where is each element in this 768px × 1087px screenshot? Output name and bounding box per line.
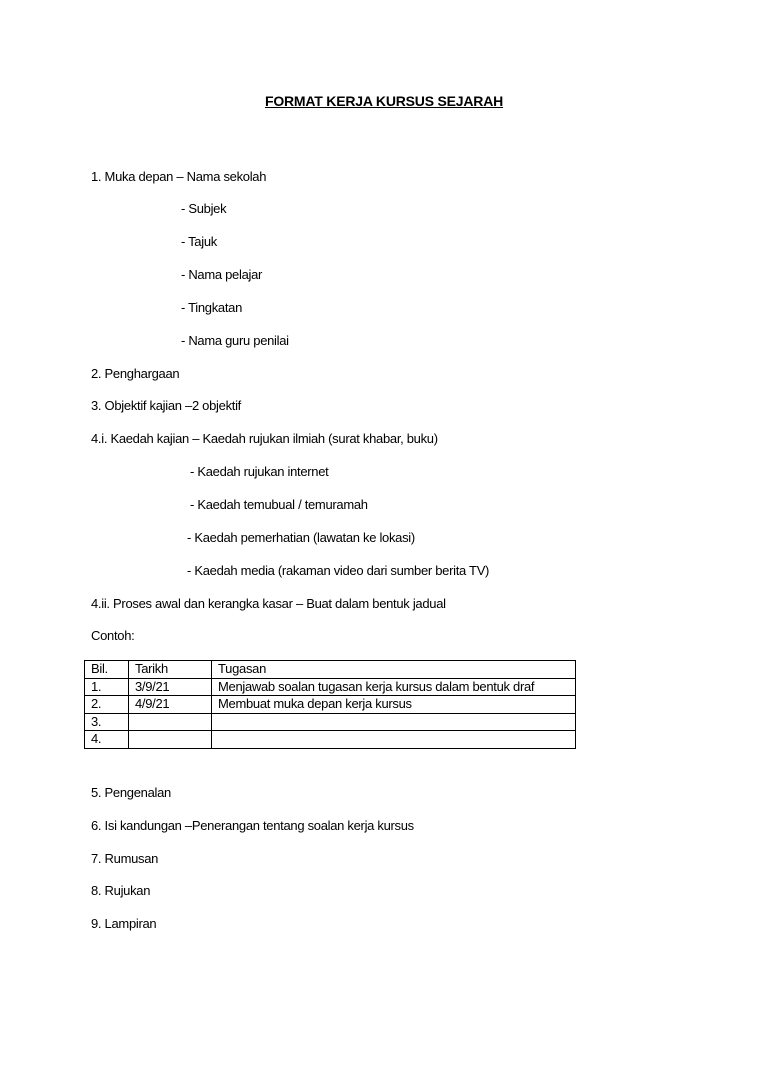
- cell-bil: 2.: [85, 696, 129, 714]
- header-tugasan: Tugasan: [212, 661, 576, 679]
- item-kaedah-pemerhatian: - Kaedah pemerhatian (lawatan ke lokasi): [187, 530, 415, 545]
- item-kaedah-kajian: 4.i. Kaedah kajian – Kaedah rujukan ilmiah (surat khabar, buku): [91, 431, 438, 446]
- cell-bil: 1.: [85, 678, 129, 696]
- cell-tugasan: [212, 731, 576, 749]
- item-rumusan: 7. Rumusan: [91, 851, 159, 866]
- item-isi-kandungan: 6. Isi kandungan –Penerangan tentang soalan kerja kursus: [91, 818, 414, 833]
- cell-bil: 4.: [85, 731, 129, 749]
- item-kaedah-temubual: - Kaedah temubual / temuramah: [190, 497, 368, 512]
- item-tajuk: - Tajuk: [181, 234, 217, 249]
- item-nama-pelajar: - Nama pelajar: [181, 267, 263, 282]
- cell-tarikh: [129, 731, 212, 749]
- table-row: [85, 678, 576, 696]
- table-header-row: [85, 661, 576, 679]
- item-subjek: - Subjek: [181, 201, 227, 216]
- header-bil: Bil.: [85, 661, 129, 679]
- item-tingkatan: - Tingkatan: [181, 300, 243, 315]
- cell-tugasan: Membuat muka depan kerja kursus: [212, 696, 576, 714]
- cell-tarikh: 4/9/21: [129, 696, 212, 714]
- item-objektif: 3. Objektif kajian –2 objektif: [91, 398, 241, 413]
- header-tarikh: Tarikh: [129, 661, 212, 679]
- table-row: [85, 696, 576, 714]
- cell-tugasan: Menjawab soalan tugasan kerja kursus dalam bentuk draf: [212, 678, 576, 696]
- cell-tarikh: [129, 713, 212, 731]
- item-proses-awal: 4.ii. Proses awal dan kerangka kasar – Buat dalam bentuk jadual: [91, 596, 446, 611]
- item-pengenalan: 5. Pengenalan: [91, 785, 171, 800]
- item-nama-guru: - Nama guru penilai: [181, 333, 289, 348]
- item-lampiran: 9. Lampiran: [91, 916, 157, 931]
- cell-bil: 3.: [85, 713, 129, 731]
- page-title: FORMAT KERJA KURSUS SEJARAH: [264, 93, 504, 109]
- cell-tarikh: 3/9/21: [129, 678, 212, 696]
- item-kaedah-media: - Kaedah media (rakaman video dari sumber berita TV): [187, 563, 490, 578]
- table-row: [85, 731, 576, 749]
- item-kaedah-internet: - Kaedah rujukan internet: [190, 464, 329, 479]
- item-penghargaan: 2. Penghargaan: [91, 366, 180, 381]
- item-muka-depan: 1. Muka depan – Nama sekolah: [91, 169, 267, 184]
- item-rujukan: 8. Rujukan: [91, 883, 151, 898]
- item-contoh: Contoh:: [91, 628, 135, 643]
- tugasan-table: [84, 660, 576, 749]
- table-row: [85, 713, 576, 731]
- cell-tugasan: [212, 713, 576, 731]
